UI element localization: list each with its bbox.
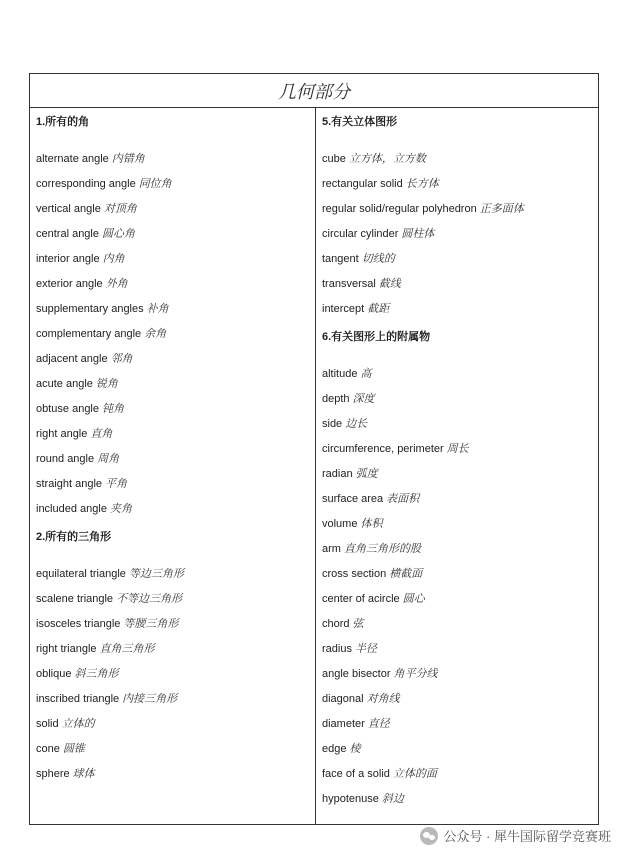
- english-term: equilateral triangle: [36, 568, 126, 580]
- vocab-item: [36, 767, 95, 781]
- english-term: included angle: [36, 503, 107, 515]
- vocab-item: [322, 667, 438, 681]
- chinese-term: 对顶角: [103, 202, 137, 215]
- english-term: oblique: [36, 668, 72, 680]
- english-term: depth: [322, 393, 350, 405]
- vocab-item: [322, 392, 375, 406]
- vocab-item: [322, 417, 367, 431]
- chinese-term: 内错角: [111, 152, 145, 165]
- vocab-item: [322, 592, 425, 606]
- right-column: [316, 108, 600, 824]
- chinese-term: 角平分线: [393, 667, 438, 680]
- vocab-item: [36, 692, 177, 706]
- english-term: right angle: [36, 428, 88, 440]
- chinese-term: 直角三角形: [99, 642, 155, 655]
- vocab-item: [322, 302, 389, 316]
- english-term: tangent: [322, 253, 359, 265]
- vocab-item: [322, 252, 395, 266]
- vocab-item: [322, 467, 378, 481]
- vocab-item: [322, 742, 360, 756]
- english-term: regular solid/regular polyhedron: [322, 203, 477, 215]
- english-term: volume: [322, 518, 358, 530]
- chinese-term: 同位角: [138, 177, 172, 190]
- vocab-item: [36, 617, 178, 631]
- chinese-term: 弧度: [355, 467, 378, 480]
- vocab-item: [36, 567, 184, 581]
- vocab-table: [29, 73, 599, 825]
- vocab-item: [36, 402, 124, 416]
- chinese-term: 等腰三角形: [123, 617, 179, 630]
- vocab-item: [322, 227, 434, 241]
- chinese-term: 截线: [378, 277, 401, 290]
- chinese-term: 球体: [72, 767, 95, 780]
- chinese-term: 圆柱体: [401, 227, 435, 240]
- vocab-item: [322, 202, 524, 216]
- chinese-term: 斜边: [381, 792, 404, 805]
- english-term: inscribed triangle: [36, 693, 120, 705]
- chinese-term: 横截面: [389, 567, 423, 580]
- english-term: cross section: [322, 568, 387, 580]
- english-term: complementary angle: [36, 328, 142, 340]
- english-term: alternate angle: [36, 153, 109, 165]
- chinese-term: 正多面体: [479, 202, 524, 215]
- vocab-item: [36, 202, 137, 216]
- vocab-item: [322, 767, 437, 781]
- vocab-item: [36, 377, 118, 391]
- english-term: obtuse angle: [36, 403, 99, 415]
- vocab-item: [36, 427, 112, 441]
- vocab-item: [36, 502, 132, 516]
- english-term: side: [322, 418, 343, 430]
- english-term: chord: [322, 618, 350, 630]
- english-term: supplementary angles: [36, 303, 144, 315]
- chinese-term: 锐角: [95, 377, 118, 390]
- chinese-term: 内接三角形: [122, 692, 178, 705]
- english-term: hypotenuse: [322, 793, 379, 805]
- vocab-item: [322, 692, 400, 706]
- vocab-item: [36, 352, 133, 366]
- english-term: face of a solid: [322, 768, 390, 780]
- chinese-term: 邻角: [110, 352, 133, 365]
- chinese-term: 立体的面: [392, 767, 437, 780]
- english-term: interior angle: [36, 253, 100, 265]
- section-heading: 2.所有的三角形: [36, 531, 112, 543]
- chinese-term: 余角: [144, 327, 167, 340]
- chinese-term: 对角线: [366, 692, 400, 705]
- vocab-item: [36, 717, 95, 731]
- chinese-term: 长方体: [405, 177, 439, 190]
- chinese-term: 周长: [446, 442, 469, 455]
- chinese-term: 边长: [345, 417, 368, 430]
- chinese-term: 深度: [352, 392, 375, 405]
- chinese-term: 棱: [349, 742, 361, 755]
- chinese-term: 截距: [367, 302, 390, 315]
- section-heading: 6.有关图形上的附属物: [322, 331, 431, 343]
- english-term: adjacent angle: [36, 353, 108, 365]
- english-term: altitude: [322, 368, 358, 380]
- vocab-item: [36, 277, 128, 291]
- chinese-term: 立体的: [61, 717, 95, 730]
- chinese-term: 不等边三角形: [116, 592, 183, 605]
- english-term: angle bisector: [322, 668, 391, 680]
- chinese-term: 周角: [97, 452, 120, 465]
- english-term: sphere: [36, 768, 70, 780]
- vocab-item: [36, 592, 182, 606]
- english-term: corresponding angle: [36, 178, 136, 190]
- watermark-text: 公众号 · 犀牛国际留学竞赛班: [443, 829, 611, 844]
- chinese-term: 高: [360, 367, 372, 380]
- chinese-term: 等边三角形: [128, 567, 184, 580]
- chinese-term: 内角: [102, 252, 125, 265]
- chinese-term: 直角三角形的股: [343, 542, 421, 555]
- english-term: center of acircle: [322, 593, 400, 605]
- vocab-item: [36, 227, 135, 241]
- english-term: cube: [322, 153, 346, 165]
- english-term: surface area: [322, 493, 384, 505]
- vocab-item: [36, 327, 166, 341]
- english-term: exterior angle: [36, 278, 103, 290]
- chinese-term: 弦: [352, 617, 364, 630]
- chinese-term: 表面积: [386, 492, 420, 505]
- english-term: scalene triangle: [36, 593, 114, 605]
- english-term: diameter: [322, 718, 365, 730]
- chinese-term: 夹角: [109, 502, 132, 515]
- english-term: circumference, perimeter: [322, 443, 444, 455]
- vocab-item: [322, 277, 401, 291]
- vocab-item: [36, 452, 119, 466]
- chinese-term: 半径: [354, 642, 377, 655]
- english-term: straight angle: [36, 478, 103, 490]
- chinese-term: 直角: [90, 427, 113, 440]
- chinese-term: 斜三角形: [74, 667, 119, 680]
- english-term: solid: [36, 718, 59, 730]
- vocab-item: [36, 177, 172, 191]
- vocab-item: [36, 742, 85, 756]
- chinese-term: 立方体，立方数: [348, 152, 426, 165]
- vocab-item: [322, 442, 469, 456]
- english-term: edge: [322, 743, 347, 755]
- vocab-item: [36, 642, 155, 656]
- wechat-icon: [420, 827, 438, 845]
- chinese-term: 切线的: [361, 252, 395, 265]
- vocab-item: [322, 642, 377, 656]
- vocab-item: [322, 567, 422, 581]
- vocab-item: [322, 492, 419, 506]
- chinese-term: 钝角: [102, 402, 124, 415]
- vocab-item: [322, 152, 426, 166]
- vocab-item: [36, 477, 127, 491]
- english-term: transversal: [322, 278, 376, 290]
- chinese-term: 圆心角: [102, 227, 135, 240]
- table-title: 几何部分: [30, 74, 598, 108]
- vocab-item: [322, 367, 371, 381]
- vocab-item: [36, 302, 169, 316]
- english-term: circular cylinder: [322, 228, 399, 240]
- english-term: cone: [36, 743, 60, 755]
- vocab-item: [322, 517, 382, 531]
- vocab-item: [36, 252, 125, 266]
- chinese-term: 外角: [105, 277, 128, 290]
- left-column: [30, 108, 315, 824]
- english-term: right triangle: [36, 643, 97, 655]
- english-term: isosceles triangle: [36, 618, 121, 630]
- english-term: round angle: [36, 453, 95, 465]
- watermark: [420, 826, 611, 845]
- chinese-term: 体积: [360, 517, 383, 530]
- english-term: vertical angle: [36, 203, 101, 215]
- english-term: central angle: [36, 228, 99, 240]
- vocab-item: [36, 152, 145, 166]
- vocab-item: [322, 542, 421, 556]
- chinese-term: 圆心: [402, 592, 425, 605]
- chinese-term: 平角: [105, 477, 128, 490]
- vocab-item: [322, 717, 390, 731]
- english-term: radius: [322, 643, 352, 655]
- english-term: rectangular solid: [322, 178, 403, 190]
- section-heading: 1.所有的角: [36, 116, 90, 128]
- chinese-term: 补角: [146, 302, 169, 315]
- english-term: arm: [322, 543, 341, 555]
- vocab-item: [322, 177, 439, 191]
- english-term: radian: [322, 468, 353, 480]
- vocab-item: [322, 792, 404, 806]
- vocab-item: [36, 667, 118, 681]
- section-heading: 5.有关立体图形: [322, 116, 398, 128]
- english-term: acute angle: [36, 378, 93, 390]
- chinese-term: 圆锥: [62, 742, 85, 755]
- english-term: diagonal: [322, 693, 364, 705]
- chinese-term: 直径: [367, 717, 390, 730]
- vocab-item: [322, 617, 364, 631]
- english-term: intercept: [322, 303, 365, 315]
- table-body: [30, 108, 598, 824]
